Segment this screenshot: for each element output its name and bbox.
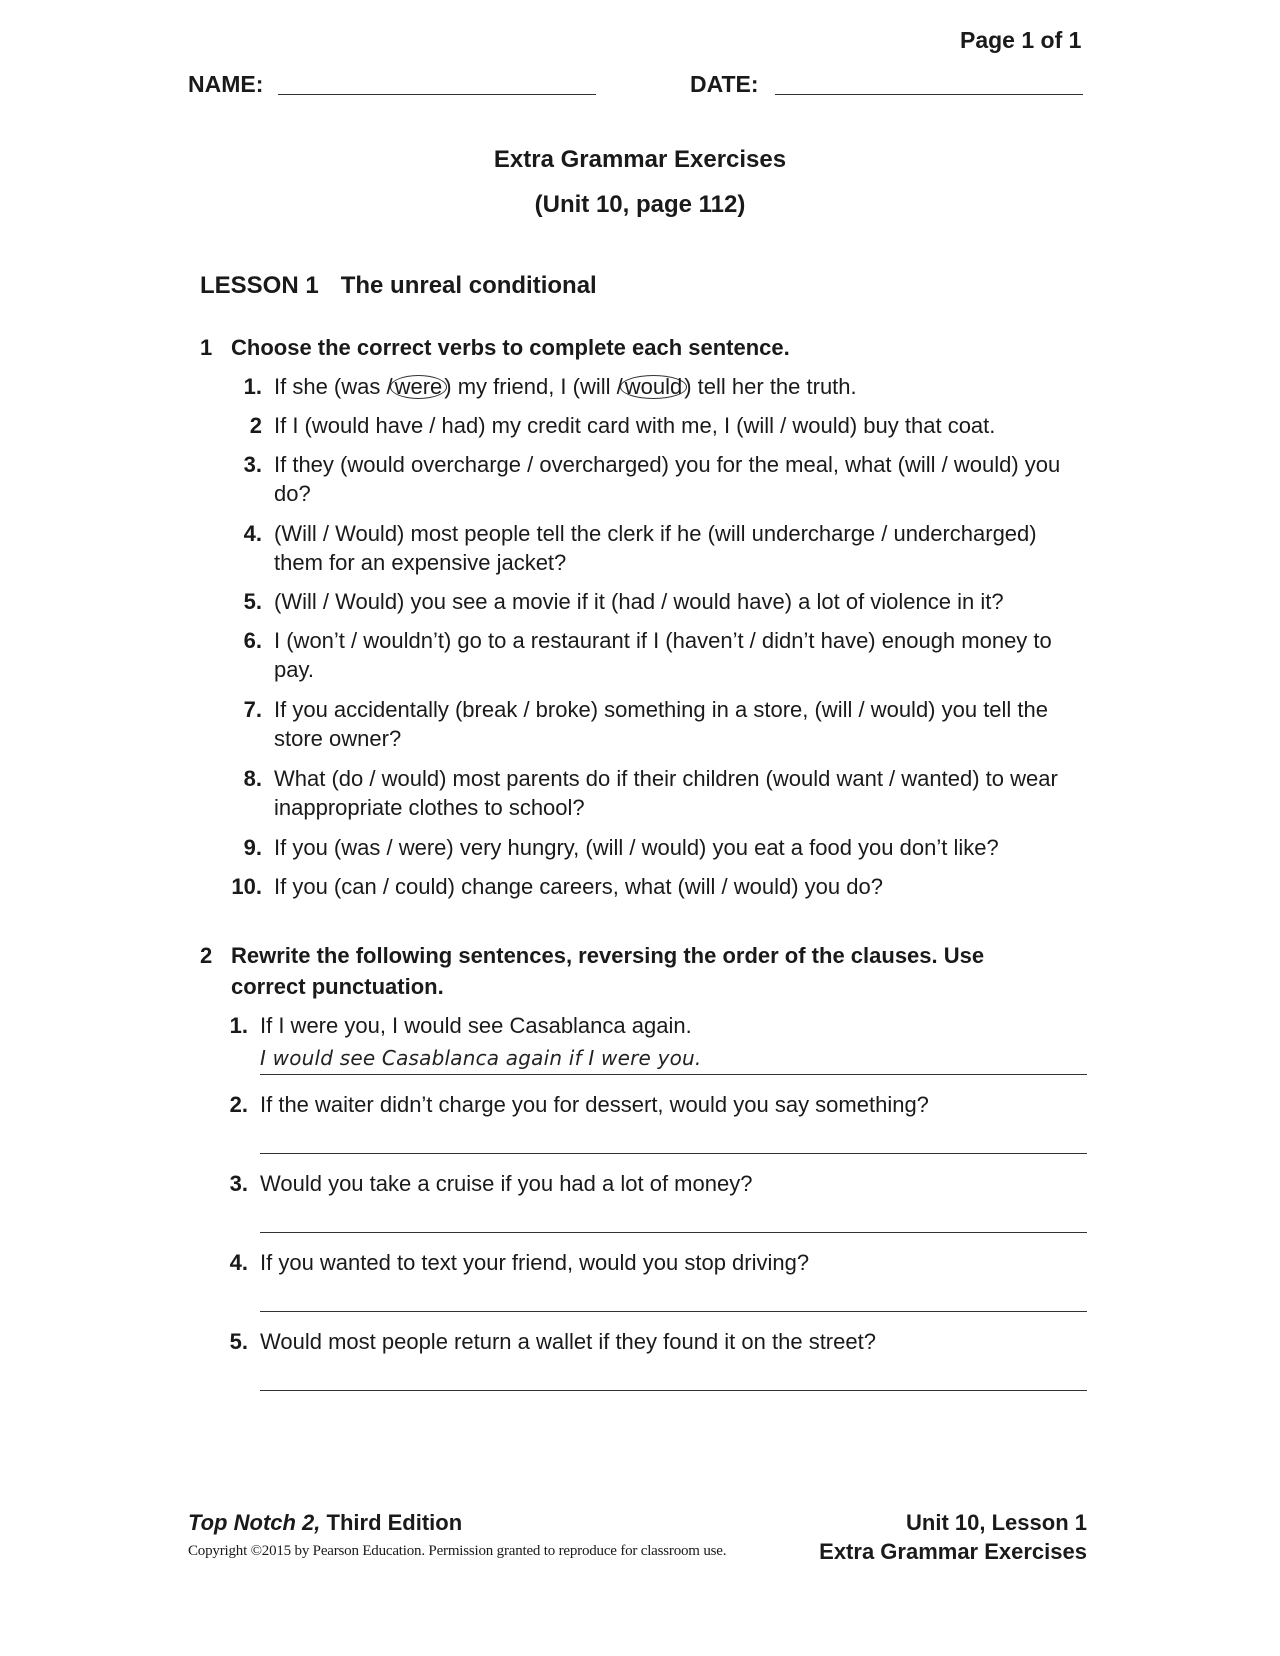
example-text-part: If she (was / xyxy=(274,374,393,399)
exercise-1-item xyxy=(230,695,1090,753)
footer-exercise-title: Extra Grammar Exercises xyxy=(819,1539,1087,1564)
lesson-label: LESSON 1 xyxy=(200,272,319,299)
page-title: Extra Grammar Exercises xyxy=(493,146,787,173)
item-number: 8. xyxy=(243,766,262,791)
item-text: Would most people return a wallet if they found it on the street? xyxy=(260,1329,876,1354)
exercise-1-item xyxy=(230,626,1090,684)
exercise-number: 1 xyxy=(200,335,213,360)
page-number: Page 1 of 1 xyxy=(960,27,1082,53)
footer-book-title xyxy=(188,1510,462,1536)
item-number: 6. xyxy=(243,628,262,653)
item-number: 1. xyxy=(229,1013,248,1038)
item-text: I (won’t / wouldn’t) go to a restaurant if I (haven’t / didn’t have) enough money to pay. xyxy=(274,628,1052,682)
exercise-1-item xyxy=(230,411,1090,441)
footer-unit-lesson: Unit 10, Lesson 1 xyxy=(906,1510,1087,1535)
instruction-text: Choose the correct verbs to complete each sentence. xyxy=(231,335,790,360)
exercise-1-item xyxy=(230,587,1090,617)
exercise-1-item xyxy=(230,450,1090,508)
exercise-2-item xyxy=(216,1327,1096,1357)
item-number: 3. xyxy=(229,1171,248,1196)
exercise-2-item xyxy=(216,1169,1096,1199)
item-number: 5. xyxy=(229,1329,248,1354)
copyright-notice: Copyright ©2015 by Pearson Education. Permission granted to reproduce for classroom use. xyxy=(188,1543,727,1559)
circled-answer: were xyxy=(390,375,448,399)
item-number: 7. xyxy=(243,697,262,722)
example-text-part: ) my friend, I (will / xyxy=(444,374,623,399)
item-text: If you (was / were) very hungry, (will / would) you eat a food you don’t like? xyxy=(274,835,999,860)
book-edition: Third Edition xyxy=(326,1510,463,1535)
date-field-line[interactable] xyxy=(775,94,1083,95)
name-field-line[interactable] xyxy=(278,94,596,95)
exercise-2-item xyxy=(216,1248,1096,1278)
exercise-1-instruction xyxy=(200,332,1100,363)
page-subtitle: (Unit 10, page 112) xyxy=(534,191,746,218)
date-label: DATE: xyxy=(690,71,759,97)
item-text: If I were you, I would see Casablanca again. xyxy=(260,1013,692,1038)
answer-line[interactable] xyxy=(260,1074,1087,1075)
item-number: 2. xyxy=(229,1092,248,1117)
instruction-text-line-2: correct punctuation. xyxy=(231,974,444,999)
item-text: If the waiter didn’t charge you for dessert, would you say something? xyxy=(260,1092,929,1117)
circled-answer: would xyxy=(620,375,687,399)
item-text: If you (can / could) change careers, what (will / would) you do? xyxy=(274,874,883,899)
item-text: If they (would overcharge / overcharged) you for the meal, what (will / would) you do? xyxy=(274,452,1061,506)
item-number: 4. xyxy=(243,521,262,546)
item-number: 5. xyxy=(243,589,262,614)
exercise-1-item xyxy=(230,872,1090,902)
item-number: 9. xyxy=(243,835,262,860)
answer-line[interactable] xyxy=(260,1232,1087,1233)
name-label: NAME: xyxy=(188,71,264,97)
answer-line[interactable] xyxy=(260,1311,1087,1312)
item-text: If I (would have / had) my credit card with me, I (will / would) buy that coat. xyxy=(274,413,996,438)
item-text: If you wanted to text your friend, would you stop driving? xyxy=(260,1250,810,1275)
exercise-2-instruction xyxy=(200,940,1100,1002)
item-number: 4. xyxy=(229,1250,248,1275)
exercise-2-item xyxy=(216,1090,1096,1120)
book-title: Top Notch 2, xyxy=(188,1510,321,1535)
exercise-1-item xyxy=(230,372,1090,402)
item-number: 10. xyxy=(231,874,262,899)
exercise-1-item xyxy=(230,764,1090,822)
lesson-title: The unreal conditional xyxy=(340,272,597,299)
item-text: What (do / would) most parents do if their children (would want / wanted) to wear inappropriate clothes to school? xyxy=(274,766,1058,820)
handwritten-answer: I would see Casablanca again if I were you. xyxy=(260,1046,702,1070)
answer-line[interactable] xyxy=(260,1390,1087,1391)
exercise-1-item xyxy=(230,519,1090,577)
item-text: (Will / Would) you see a movie if it (had / would have) a lot of violence in it? xyxy=(274,589,1004,614)
example-sentence xyxy=(274,372,1064,401)
lesson-heading xyxy=(200,272,597,300)
answer-line[interactable] xyxy=(260,1153,1087,1154)
item-text: (Will / Would) most people tell the clerk if he (will undercharge / undercharged) them for an expensive jacket? xyxy=(274,521,1037,575)
item-text: If you accidentally (break / broke) something in a store, (will / would) you tell the store owner? xyxy=(274,697,1049,751)
instruction-text-line-1: Rewrite the following sentences, reversing the order of the clauses. Use xyxy=(231,943,985,968)
exercise-2-item xyxy=(216,1011,1096,1041)
item-number: 1. xyxy=(243,374,262,399)
example-text-part: ) tell her the truth. xyxy=(684,374,857,399)
item-text: Would you take a cruise if you had a lot of money? xyxy=(260,1171,753,1196)
item-number: 3. xyxy=(243,452,262,477)
exercise-number: 2 xyxy=(200,943,213,968)
item-number: 2 xyxy=(249,413,262,438)
exercise-1-item xyxy=(230,833,1090,863)
